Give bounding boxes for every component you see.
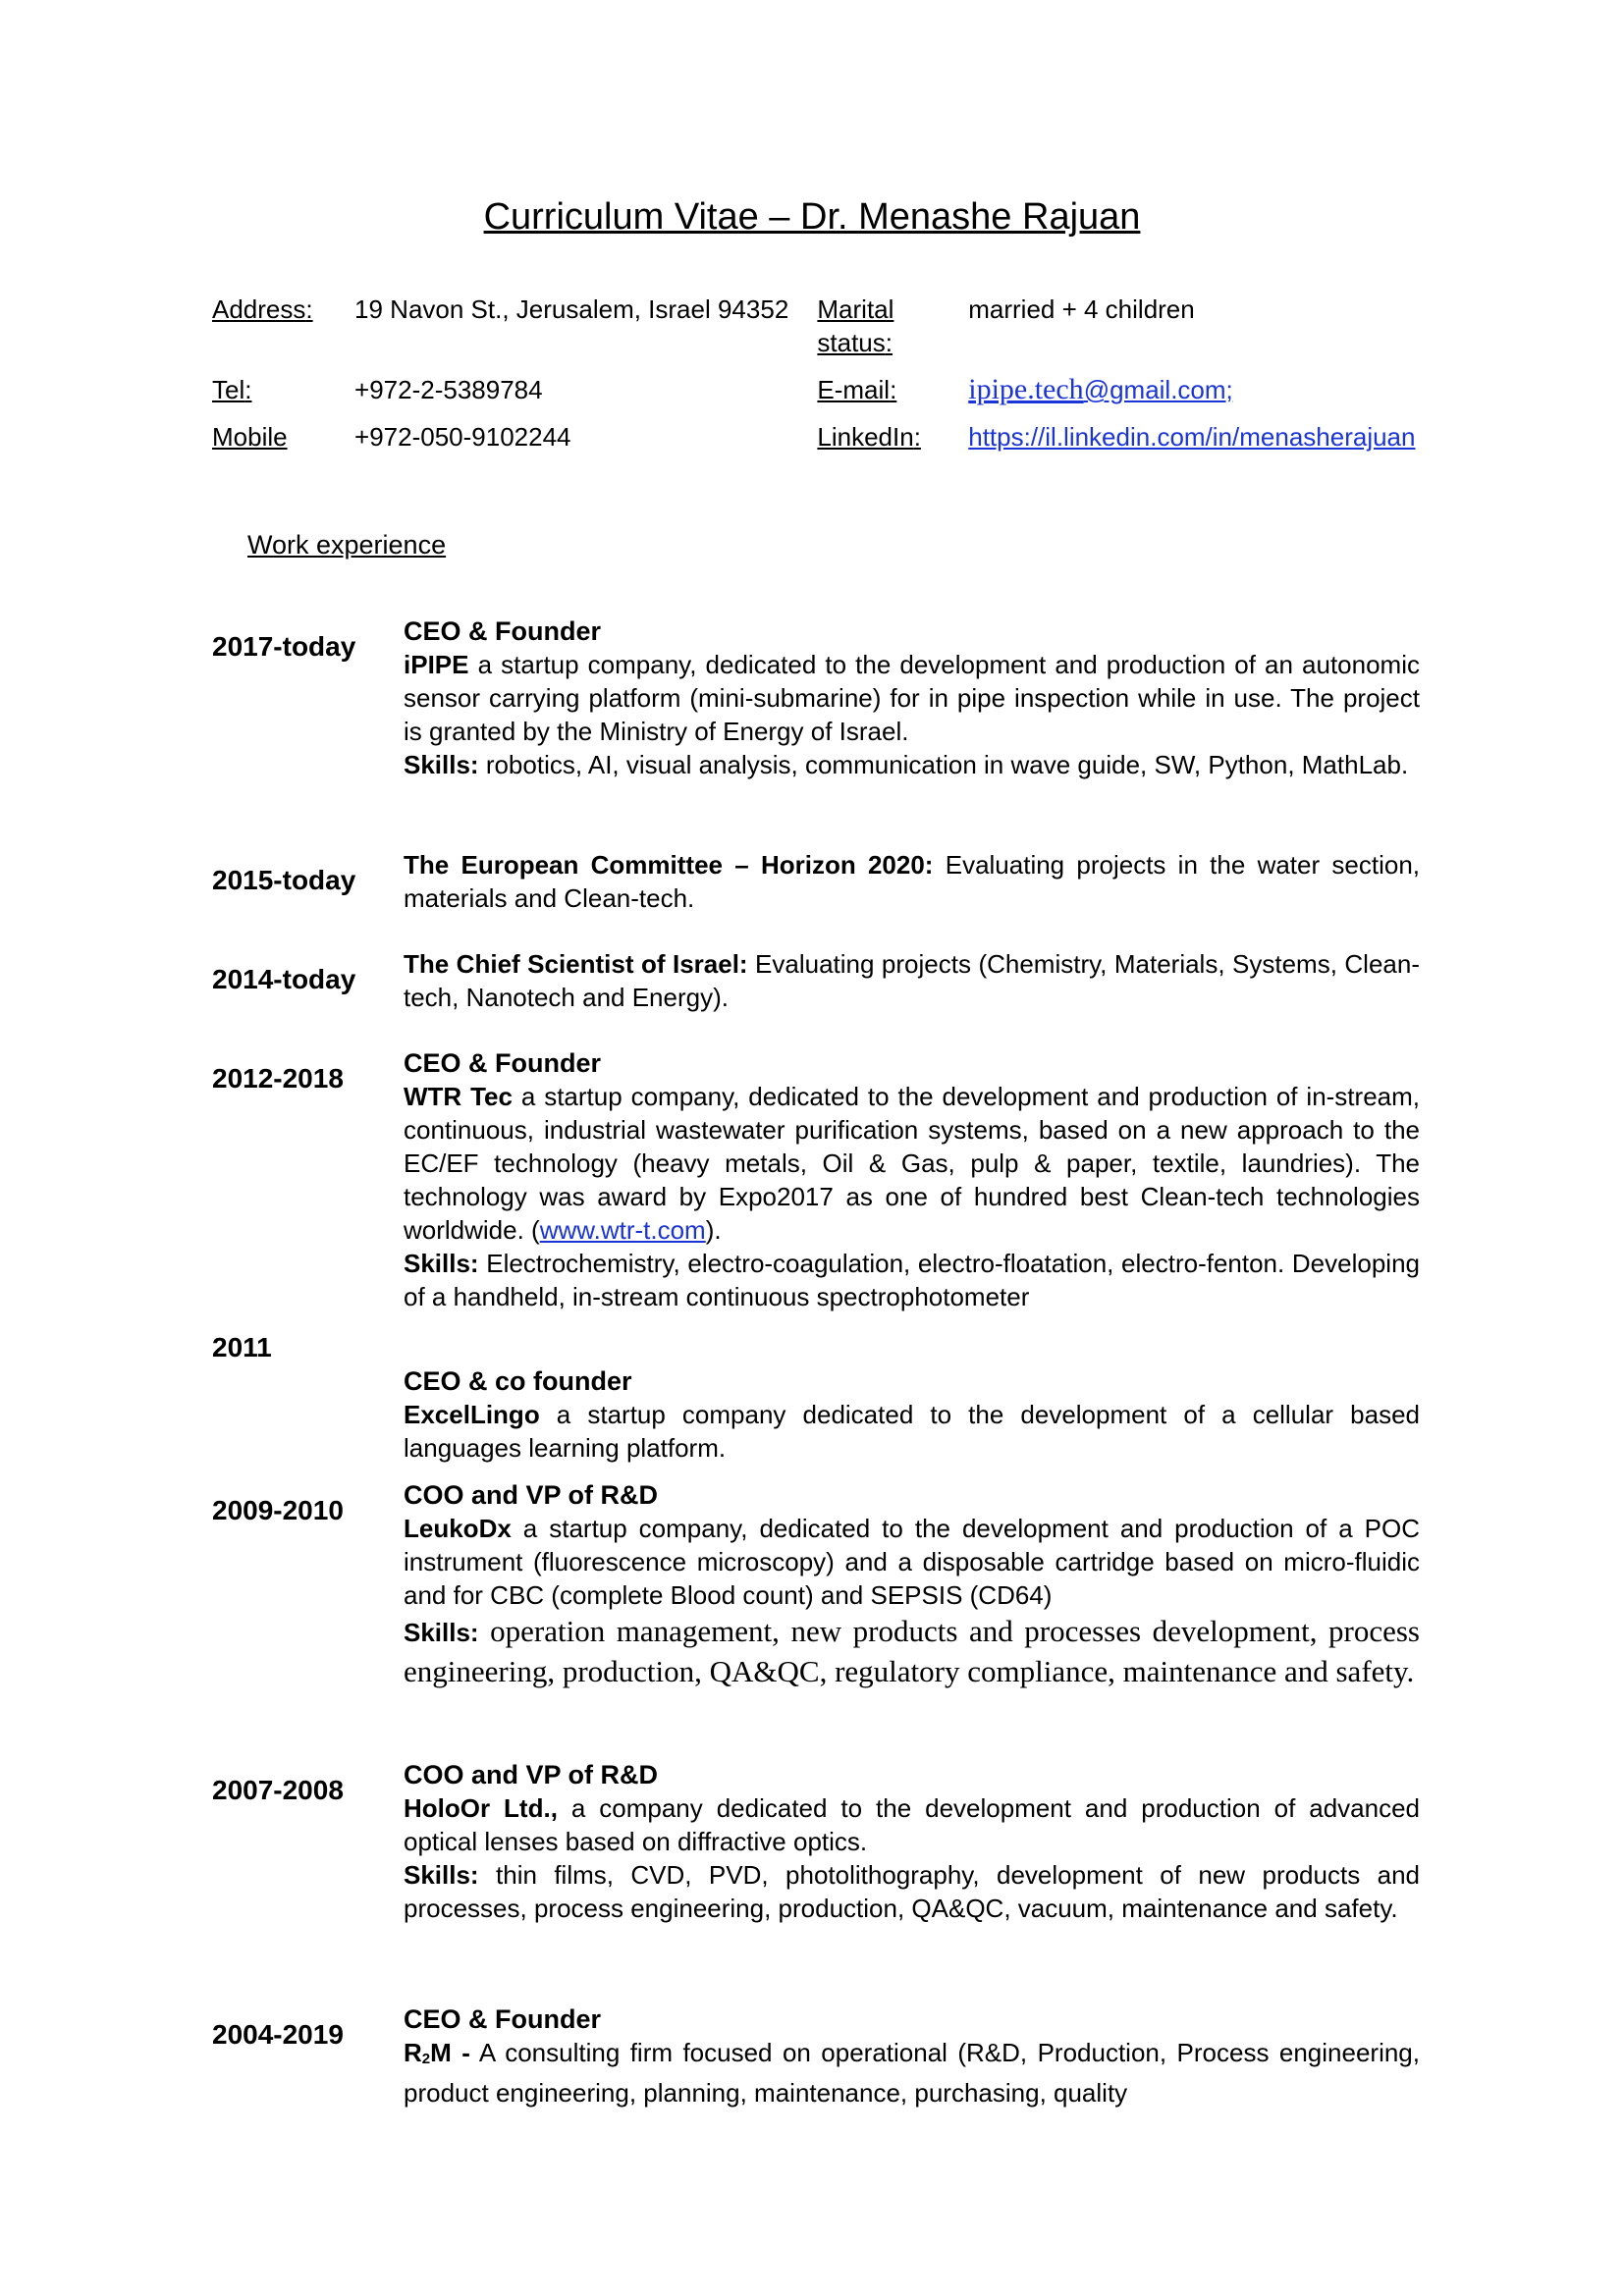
experience-role: CEO & Founder [404,2004,601,2034]
skills-label: Skills: [404,750,479,779]
mobile-label: Mobile [212,422,288,452]
experience-org: HoloOr Ltd., [404,1793,558,1823]
experience-desc: a startup company, dedicated to the development and production of an autonomic sensor carrying platform (mini-submarine) for in pipe inspection while in use. The project is granted by the Ministry of Energy of Israel. [404,650,1420,746]
skills-label: Skills: [404,1249,479,1278]
experience-years: 2004-2019 [212,2019,344,2050]
contact-row-address [212,293,1459,359]
skills-label: Skills: [404,1618,479,1647]
experience-desc: a company dedicated to the development and production of advanced optical lenses based on diffractive optics. [404,1793,1420,1856]
experience-body [404,2002,1420,2109]
tel-label: Tel: [212,375,252,404]
experience-desc: A consulting firm focused on operational (R&D, Production, Process engineering, product engineering, planning, maintenance, purchasing, quality [404,2038,1420,2108]
experience-org: The European Committee – Horizon 2020: [404,850,934,880]
experience-body [404,614,1420,781]
tel-value: +972-2-5389784 [354,375,543,404]
mobile-value: +972-050-9102244 [354,422,571,452]
skills-text: operation management, new products and processes development, process engineering, production, QA&QC, regulatory compliance, maintenance and safety. [404,1614,1420,1688]
page-title: Curriculum Vitae – Dr. Menashe Rajuan [483,196,1141,238]
experience-org: iPIPE [404,650,469,679]
skills-label: Skills: [404,1860,479,1890]
email-link[interactable]: ipipe.tech@gmail.com; [968,373,1233,405]
email-label: E-mail: [817,375,897,404]
wtr-website-link[interactable]: www.wtr-t.com [539,1215,706,1245]
experience-desc: a startup company dedicated to the development of a cellular based languages learning platform. [404,1400,1420,1463]
marital-label: Marital status: [817,294,894,357]
contact-row-mobile [212,420,1459,454]
experience-org: The Chief Scientist of Israel: [404,949,748,979]
experience-body [404,1478,1420,1690]
experience-years: 2007-2008 [212,1775,344,1805]
experience-years: 2011 [212,1332,272,1362]
experience-years: 2015-today [212,865,356,895]
address-value: 19 Navon St., Jerusalem, Israel 94352 [354,294,789,324]
skills-text: robotics, AI, visual analysis, communication in wave guide, SW, Python, MathLab. [478,750,1409,779]
contact-block [212,293,1459,467]
skills-paragraph [404,1612,1420,1690]
experience-body [404,1758,1420,1925]
experience-years: 2009-2010 [212,1495,344,1525]
experience-years: 2017-today [212,631,356,662]
experience-org: WTR Tec [404,1082,513,1111]
linkedin-link[interactable]: https://il.linkedin.com/in/menasherajuan [968,422,1416,452]
experience-desc: Evaluating projects (Chemistry, Materials, Systems, Clean-tech, Nanotech and Energy). [404,949,1420,1012]
experience-desc: Evaluating projects in the water section, materials and Clean-tech. [404,850,1420,913]
skills-text: Electrochemistry, electro-coagulation, electro-floatation, electro-fenton. Developing of a handheld, in-stream continuous spectrophotometer [404,1249,1420,1311]
experience-org: $R_2M$ - [404,2038,470,2067]
experience-role: CEO & Founder [404,1048,601,1078]
experience-role: CEO & Founder [404,616,601,646]
linkedin-label: LinkedIn: [817,422,921,452]
experience-desc: a startup company, dedicated to the development and production of in-stream, continuous, industrial wastewater purification systems, based on a new approach to the EC/EF technology (heavy metals, Oil & Gas, pulp & paper, textile, laundries). The technology was award by Expo2017 as one of hundred best Clean-tech technologies worldwide. ( [404,1082,1420,1245]
experience-role: CEO & co founder [404,1366,632,1396]
address-label: Address: [212,294,313,324]
experience-org: ExcelLingo [404,1400,540,1429]
work-experience-heading: Work experience [247,530,447,560]
experience-org: LeukoDx [404,1514,512,1543]
experience-body [404,1364,1420,1465]
experience-years: 2014-today [212,964,356,994]
contact-row-tel [212,373,1459,406]
experience-years: 2012-2018 [212,1063,344,1094]
skills-text: thin films, CVD, PVD, photolithography, development of new products and processes, process engineering, production, QA&QC, vacuum, maintenance and safety. [404,1860,1420,1923]
experience-body: CEO & Founder WTR Tec a startup company, dedicated to the development and production of in-stream, continuous, industrial wastewater purification systems, based on a new approach to the EC/EF technology (heavy metals, Oil & Gas, pulp & paper, textile, laundries). The technology was award by Expo2017 as one of hundred best Clean-tech technologies worldwide. (www.wtr-t.com). Skills: Electrochemistry, electro-coagulation, electro-floatation, electro-fenton. Developing of a handheld, in-stream continuous spectrophotometer [404,1048,1420,1311]
experience-body [404,947,1420,1014]
experience-role: COO and VP of R&D [404,1760,659,1789]
marital-value: married + 4 children [968,294,1195,324]
experience-desc: a startup company, dedicated to the development and production of a POC instrument (fluorescence microscopy) and a disposable cartridge based on micro-fluidic and for CBC (complete Blood count) and SEPSIS (CD64) [404,1514,1420,1610]
experience-role: COO and VP of R&D [404,1480,659,1510]
experience-body [404,848,1420,915]
